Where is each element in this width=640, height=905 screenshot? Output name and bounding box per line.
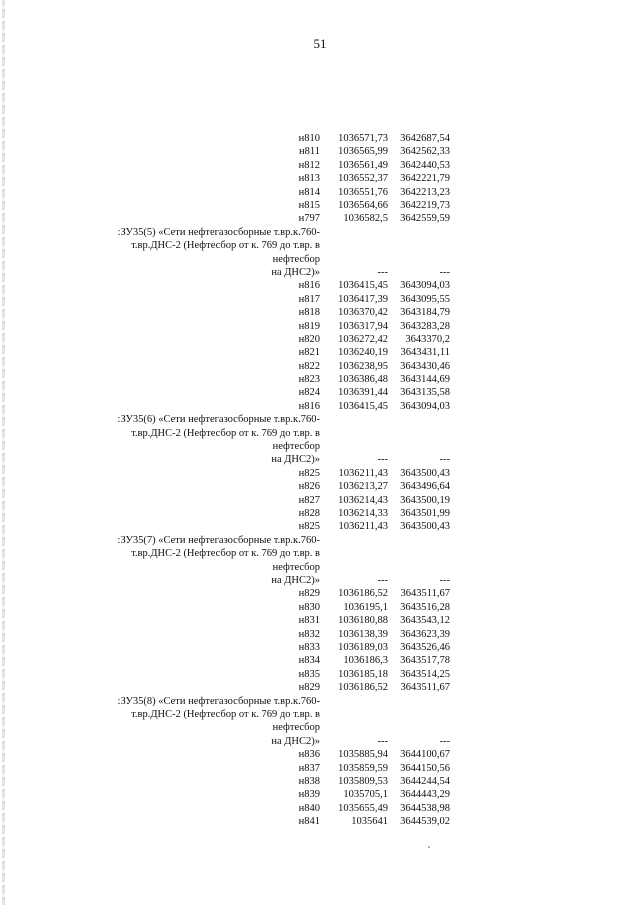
- y-coordinate: 3643623,39: [400, 628, 450, 640]
- point-name: н821: [298, 347, 320, 359]
- point-name: н839: [298, 789, 320, 801]
- point-name: н816: [298, 280, 320, 292]
- table-row: [100, 628, 460, 641]
- y-coordinate: 3642221,79: [400, 173, 450, 185]
- y-coordinate: 3644244,54: [400, 775, 450, 787]
- table-row: [100, 775, 460, 788]
- x-coordinate: 1035859,59: [338, 762, 388, 774]
- y-coordinate: 3643094,03: [400, 400, 450, 412]
- y-coordinate: 3643144,69: [400, 374, 450, 386]
- point-name: н827: [298, 494, 320, 506]
- x-coordinate: 1036391,44: [338, 387, 388, 399]
- header-y-dash: ---: [439, 575, 450, 587]
- y-coordinate: 3643500,43: [400, 521, 450, 533]
- x-coordinate: 1036211,43: [338, 467, 388, 479]
- header-x-dash: ---: [377, 266, 388, 278]
- point-name: н811: [299, 146, 320, 158]
- table-row: [100, 641, 460, 654]
- point-name: н828: [298, 508, 320, 520]
- x-coordinate: 1036180,88: [338, 615, 388, 627]
- header-y-dash: ---: [439, 266, 450, 278]
- x-coordinate: 1036582,5: [343, 213, 388, 225]
- header-x-dash: ---: [377, 735, 388, 747]
- x-coordinate: 1036370,42: [338, 307, 388, 319]
- scan-edge: [2, 0, 5, 905]
- section-header-line: на ДНС2)»: [271, 575, 320, 587]
- table-row: [100, 480, 460, 493]
- y-coordinate: 3644150,56: [400, 762, 450, 774]
- point-name: н817: [298, 293, 320, 305]
- x-coordinate: 1036186,52: [338, 588, 388, 600]
- section-header-line: на ДНС2)»: [271, 454, 320, 466]
- y-coordinate: 3643516,28: [400, 601, 450, 613]
- y-coordinate: 3643135,58: [400, 387, 450, 399]
- x-coordinate: 1036571,73: [338, 133, 388, 144]
- point-name: н825: [298, 467, 320, 479]
- page-number: 51: [313, 36, 327, 51]
- section-header-line: т.вр.ДНС-2 (Нефтесбор от к. 769 до т.вр. в нефтесбор: [131, 548, 320, 573]
- y-coordinate: 3642687,54: [400, 133, 450, 144]
- table-row: [100, 306, 460, 319]
- x-coordinate: 1035641: [351, 816, 388, 828]
- y-coordinate: 3643511,67: [400, 588, 450, 600]
- table-row: [100, 333, 460, 346]
- header-x-dash: ---: [377, 454, 388, 466]
- table-row: [100, 601, 460, 614]
- table-row: [100, 802, 460, 815]
- table-row: [100, 293, 460, 306]
- point-name: н835: [298, 668, 320, 680]
- point-name: н814: [298, 186, 320, 198]
- point-name: н825: [298, 521, 320, 533]
- table-row: [100, 762, 460, 775]
- x-coordinate: 1036415,45: [338, 400, 388, 412]
- point-name: н837: [298, 762, 320, 774]
- y-coordinate: 3642219,73: [400, 199, 450, 211]
- table-row: [100, 748, 460, 761]
- point-name: н836: [298, 749, 320, 761]
- x-coordinate: 1036565,99: [338, 146, 388, 158]
- x-coordinate: 1035885,94: [338, 749, 388, 761]
- table-row: [100, 507, 460, 520]
- x-coordinate: 1036272,42: [338, 333, 388, 345]
- y-coordinate: 3643430,46: [400, 360, 450, 372]
- table-row: [100, 212, 460, 225]
- scan-speck: [428, 846, 430, 848]
- x-coordinate: 1036238,95: [338, 360, 388, 372]
- coordinates-table: [100, 132, 460, 829]
- y-coordinate: 3643514,25: [400, 668, 450, 680]
- table-row: [100, 681, 460, 694]
- table-row: [100, 520, 460, 533]
- table-row: [100, 494, 460, 507]
- header-y-dash: ---: [439, 454, 450, 466]
- section-header-row: [100, 453, 460, 466]
- y-coordinate: 3644539,02: [400, 816, 450, 828]
- point-name: н816: [298, 400, 320, 412]
- y-coordinate: 3643501,99: [400, 508, 450, 520]
- point-name: н841: [298, 816, 320, 828]
- y-coordinate: 3642440,53: [400, 159, 450, 171]
- point-name: н824: [298, 387, 320, 399]
- table-row: [100, 346, 460, 359]
- y-coordinate: 3643283,28: [400, 320, 450, 332]
- y-coordinate: 3644538,98: [400, 802, 450, 814]
- section-header-line: т.вр.ДНС-2 (Нефтесбор от к. 769 до т.вр. в нефтесбор: [131, 240, 320, 265]
- y-coordinate: 3643370,2: [405, 333, 450, 345]
- table-row: [100, 132, 460, 145]
- table-row: [100, 320, 460, 333]
- table-row: [100, 788, 460, 801]
- x-coordinate: 1036317,94: [338, 320, 388, 332]
- x-coordinate: 1036189,03: [338, 641, 388, 653]
- y-coordinate: 3644100,67: [400, 749, 450, 761]
- point-name: н829: [298, 682, 320, 694]
- y-coordinate: 3643496,64: [400, 481, 450, 493]
- table-row: [100, 199, 460, 212]
- y-coordinate: 3644443,29: [400, 789, 450, 801]
- x-coordinate: 1035809,53: [338, 775, 388, 787]
- y-coordinate: 3643543,12: [400, 615, 450, 627]
- x-coordinate: 1036415,45: [338, 280, 388, 292]
- point-name: н838: [298, 775, 320, 787]
- y-coordinate: 3643500,43: [400, 467, 450, 479]
- table-row: [100, 145, 460, 158]
- y-coordinate: 3643526,46: [400, 641, 450, 653]
- section-header-line: :ЗУ35(6) «Сети нефтегазосборные т.вр.к.760-: [117, 414, 320, 426]
- table-row: [100, 360, 460, 373]
- table-row: [100, 587, 460, 600]
- y-coordinate: 3643517,78: [400, 655, 450, 667]
- x-coordinate: 1036386,48: [338, 374, 388, 386]
- section-header-line: на ДНС2)»: [271, 266, 320, 278]
- point-name: н820: [298, 333, 320, 345]
- x-coordinate: 1035655,49: [338, 802, 388, 814]
- x-coordinate: 1035705,1: [343, 789, 388, 801]
- x-coordinate: 1036211,43: [338, 521, 388, 533]
- point-name: н822: [298, 360, 320, 372]
- point-name: н818: [298, 307, 320, 319]
- point-name: н797: [298, 213, 320, 225]
- point-name: н819: [298, 320, 320, 332]
- y-coordinate: 3643095,55: [400, 293, 450, 305]
- table-row: [100, 400, 460, 413]
- section-header-row: [100, 735, 460, 748]
- x-coordinate: 1036214,43: [338, 494, 388, 506]
- table-row: [100, 159, 460, 172]
- section-header-line: :ЗУ35(5) «Сети нефтегазосборные т.вр.к.760-: [117, 226, 320, 238]
- table-row: [100, 386, 460, 399]
- x-coordinate: 1036240,19: [338, 347, 388, 359]
- section-header-line: т.вр.ДНС-2 (Нефтесбор от к. 769 до т.вр. в нефтесбор: [131, 427, 320, 453]
- y-coordinate: 3643511,67: [400, 682, 450, 694]
- x-coordinate: 1036186,52: [338, 682, 388, 694]
- table-row: [100, 373, 460, 386]
- section-header-line: т.вр.ДНС-2 (Нефтесбор от к. 769 до т.вр. в нефтесбор: [131, 708, 320, 734]
- point-name: н810: [298, 133, 320, 144]
- x-coordinate: 1036186,3: [343, 655, 388, 667]
- y-coordinate: 3643500,19: [400, 494, 450, 506]
- point-name: н813: [298, 173, 320, 185]
- point-name: н826: [298, 481, 320, 493]
- x-coordinate: 1036195,1: [343, 601, 388, 613]
- section-header-row: [100, 574, 460, 587]
- point-name: н833: [298, 641, 320, 653]
- x-coordinate: 1036551,76: [338, 186, 388, 198]
- header-x-dash: ---: [377, 575, 388, 587]
- y-coordinate: 3642213,23: [400, 186, 450, 198]
- point-name: н815: [298, 199, 320, 211]
- x-coordinate: 1036552,37: [338, 173, 388, 185]
- y-coordinate: 3642562,33: [400, 146, 450, 158]
- y-coordinate: 3643184,79: [400, 307, 450, 319]
- point-name: н834: [298, 655, 320, 667]
- table-row: [100, 186, 460, 199]
- x-coordinate: 1036564,66: [338, 199, 388, 211]
- point-name: н829: [298, 588, 320, 600]
- y-coordinate: 3643431,11: [400, 347, 450, 359]
- table-row: [100, 614, 460, 627]
- x-coordinate: 1036561,49: [338, 159, 388, 171]
- x-coordinate: 1036138,39: [338, 628, 388, 640]
- section-header-line: :ЗУ35(8) «Сети нефтегазосборные т.вр.к.760-: [117, 695, 320, 707]
- section-header-row: [100, 266, 460, 279]
- x-coordinate: 1036417,39: [338, 293, 388, 305]
- table-row: [100, 654, 460, 667]
- header-y-dash: ---: [439, 735, 450, 747]
- point-name: н831: [298, 615, 320, 627]
- section-header-line: :ЗУ35(7) «Сети нефтегазосборные т.вр.к.760-: [117, 534, 320, 546]
- x-coordinate: 1036213,27: [338, 481, 388, 493]
- x-coordinate: 1036185,18: [338, 668, 388, 680]
- y-coordinate: 3642559,59: [400, 213, 450, 225]
- point-name: н823: [298, 374, 320, 386]
- x-coordinate: 1036214,33: [338, 508, 388, 520]
- table-row: [100, 172, 460, 185]
- point-name: н840: [298, 802, 320, 814]
- point-name: н812: [298, 159, 320, 171]
- table-row: [100, 668, 460, 681]
- point-name: н832: [298, 628, 320, 640]
- y-coordinate: 3643094,03: [400, 280, 450, 292]
- section-header-line: на ДНС2)»: [271, 735, 320, 747]
- point-name: н830: [298, 601, 320, 613]
- table-row: [100, 815, 460, 828]
- table-row: [100, 467, 460, 480]
- table-row: [100, 279, 460, 292]
